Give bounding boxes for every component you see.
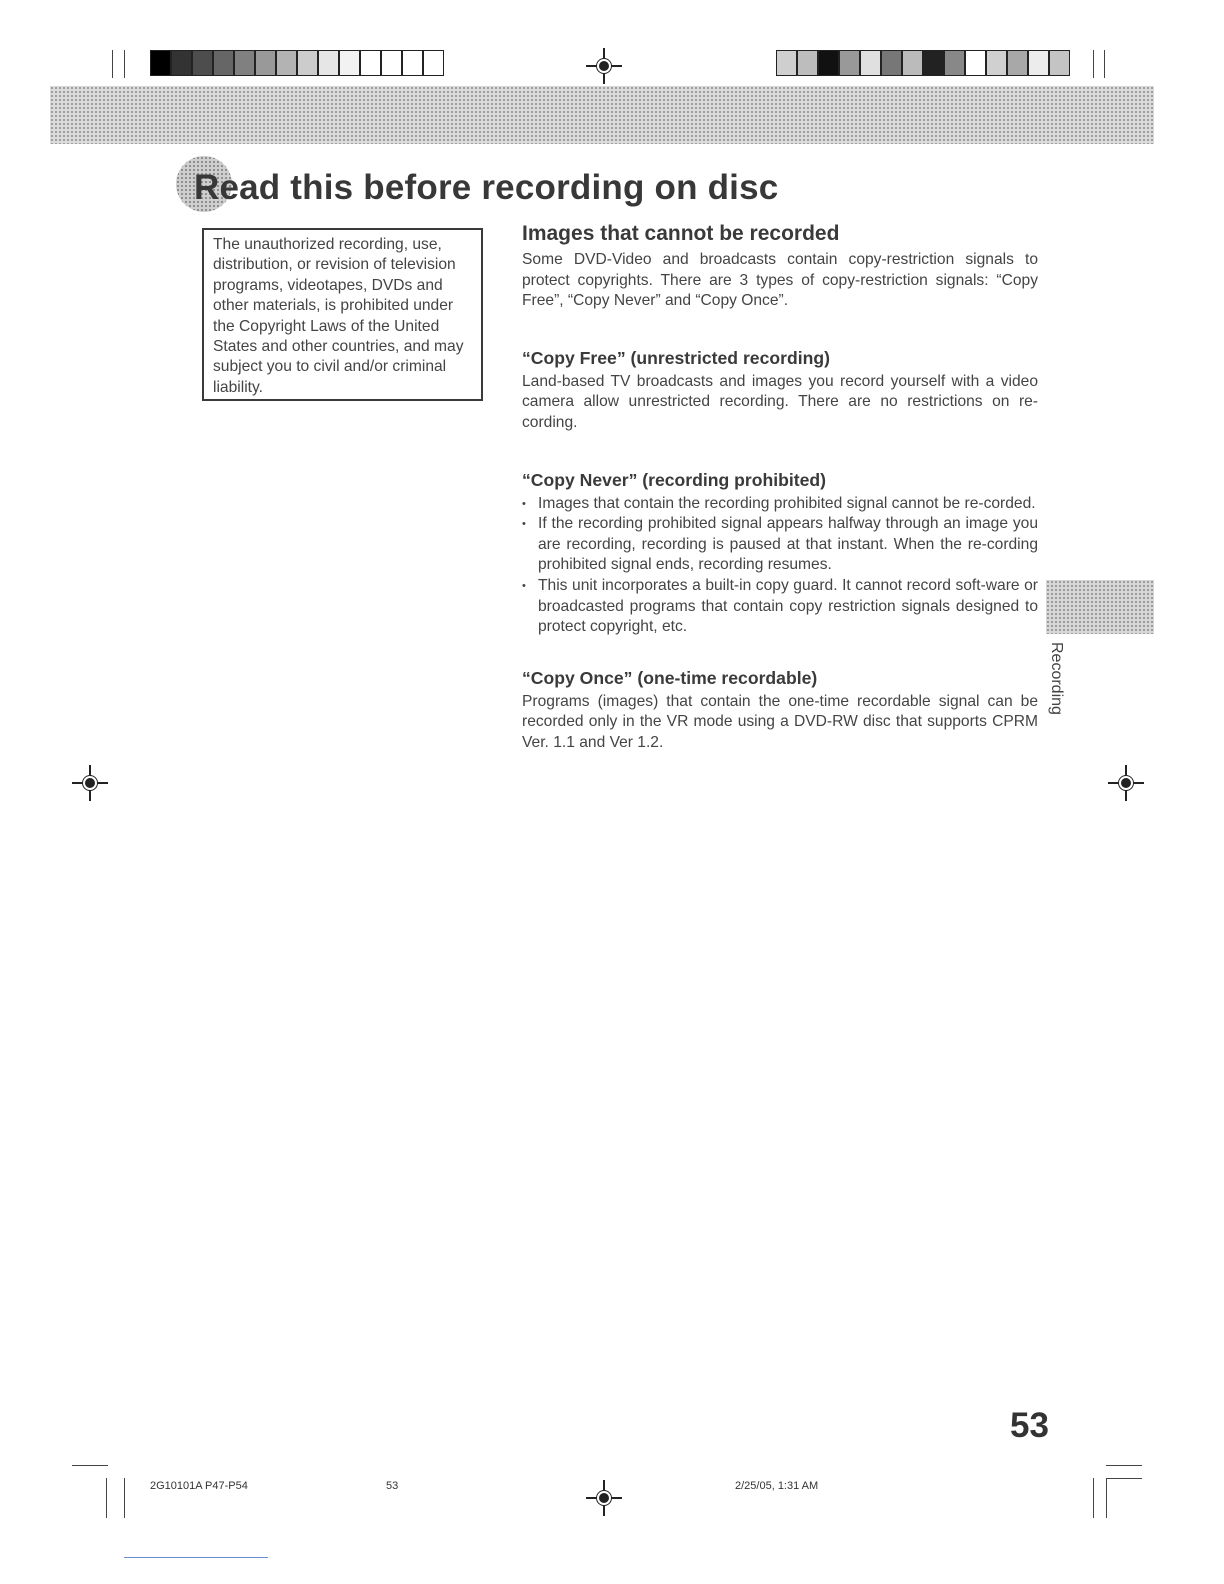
color-swatch	[171, 50, 192, 76]
crop-mark	[124, 1478, 125, 1518]
color-swatch	[150, 50, 171, 76]
copy-once-body: Programs (images) that contain the one-time recordable signal can be recorded only in the VR mode using a DVD-RW disc that supports CPRM Ver. 1.1 and Ver 1.2.	[522, 692, 1038, 751]
color-swatch	[360, 50, 381, 76]
registration-mark-icon	[72, 765, 108, 801]
crop-mark	[1093, 50, 1094, 78]
color-swatch	[297, 50, 318, 76]
section-heading: Images that cannot be recorded	[522, 222, 840, 245]
color-bar-left	[150, 50, 444, 76]
color-swatch	[423, 50, 444, 76]
chapter-tab	[1046, 580, 1154, 634]
crop-mark	[1106, 1478, 1107, 1518]
crop-mark	[106, 1478, 107, 1518]
crop-mark	[1104, 50, 1105, 78]
list-item: • This unit incorporates a built-in copy guard. It cannot record soft-ware or broadcasted programs that contain copy restriction signals designed to protect copyright, etc.	[522, 576, 1038, 638]
copy-free-heading: “Copy Free” (unrestricted recording)	[522, 347, 830, 368]
crop-mark	[124, 50, 125, 78]
color-swatch	[776, 50, 797, 76]
crop-mark	[1106, 1465, 1142, 1466]
color-swatch	[381, 50, 402, 76]
color-swatch	[255, 50, 276, 76]
color-bar-right	[776, 50, 1070, 76]
crop-mark	[72, 1465, 108, 1466]
color-swatch	[923, 50, 944, 76]
page-title: Read this before recording on disc	[194, 168, 779, 207]
color-swatch	[860, 50, 881, 76]
copyright-notice-text: The unauthorized recording, use, distribution, or revision of television programs, videotapes, DVDs and other materials, is prohibited under the Copyright Laws of the United States and other countries, and may subject you to civil and/or criminal liability.	[213, 236, 464, 396]
color-swatch	[818, 50, 839, 76]
copy-never-list	[522, 494, 1038, 638]
registration-mark-icon	[1108, 765, 1144, 801]
color-swatch	[797, 50, 818, 76]
color-swatch	[1007, 50, 1028, 76]
page-number: 53	[1010, 1406, 1049, 1445]
color-swatch	[881, 50, 902, 76]
crop-mark	[1106, 1478, 1142, 1479]
color-swatch	[276, 50, 297, 76]
list-item: • Images that contain the recording prohibited signal cannot be re-corded.	[522, 494, 1038, 515]
copy-never-heading: “Copy Never” (recording prohibited)	[522, 469, 827, 490]
footer-job-code: 2G10101A P47-P54	[150, 1480, 248, 1492]
color-swatch	[192, 50, 213, 76]
header-halftone-band	[50, 86, 1154, 144]
color-swatch	[318, 50, 339, 76]
registration-mark-icon	[586, 48, 622, 84]
color-swatch	[986, 50, 1007, 76]
color-swatch	[839, 50, 860, 76]
copy-once-heading: “Copy Once” (one-time recordable)	[522, 667, 818, 688]
list-item: • If the recording prohibited signal appears halfway through an image you are recording, recording is paused at that instant. When the re-cording prohibited signal ends, recording resumes.	[522, 514, 1038, 576]
main-content	[522, 222, 1038, 754]
crop-mark	[112, 50, 113, 78]
copyright-notice-box	[202, 228, 483, 401]
color-swatch	[965, 50, 986, 76]
color-swatch	[1049, 50, 1070, 76]
color-swatch	[902, 50, 923, 76]
footer-timestamp: 2/25/05, 1:31 AM	[735, 1480, 819, 1492]
chapter-tab-label: Recording	[1048, 642, 1065, 715]
copy-free-body: Land-based TV broadcasts and images you record yourself with a video camera allow unrestricted recording. There are no restrictions on re-cording.	[522, 372, 1038, 431]
color-swatch	[1028, 50, 1049, 76]
intro-paragraph: Some DVD-Video and broadcasts contain copy-restriction signals to protect copyrights. There are 3 types of copy-restriction signals: “Copy Free”, “Copy Never” and “Copy Once”.	[522, 251, 1038, 310]
color-swatch	[402, 50, 423, 76]
registration-mark-icon	[586, 1480, 622, 1516]
color-swatch	[339, 50, 360, 76]
color-swatch	[944, 50, 965, 76]
footer-rule	[124, 1557, 268, 1558]
footer-page-ref: 53	[386, 1480, 399, 1492]
color-swatch	[213, 50, 234, 76]
color-swatch	[234, 50, 255, 76]
crop-mark	[1093, 1478, 1094, 1518]
